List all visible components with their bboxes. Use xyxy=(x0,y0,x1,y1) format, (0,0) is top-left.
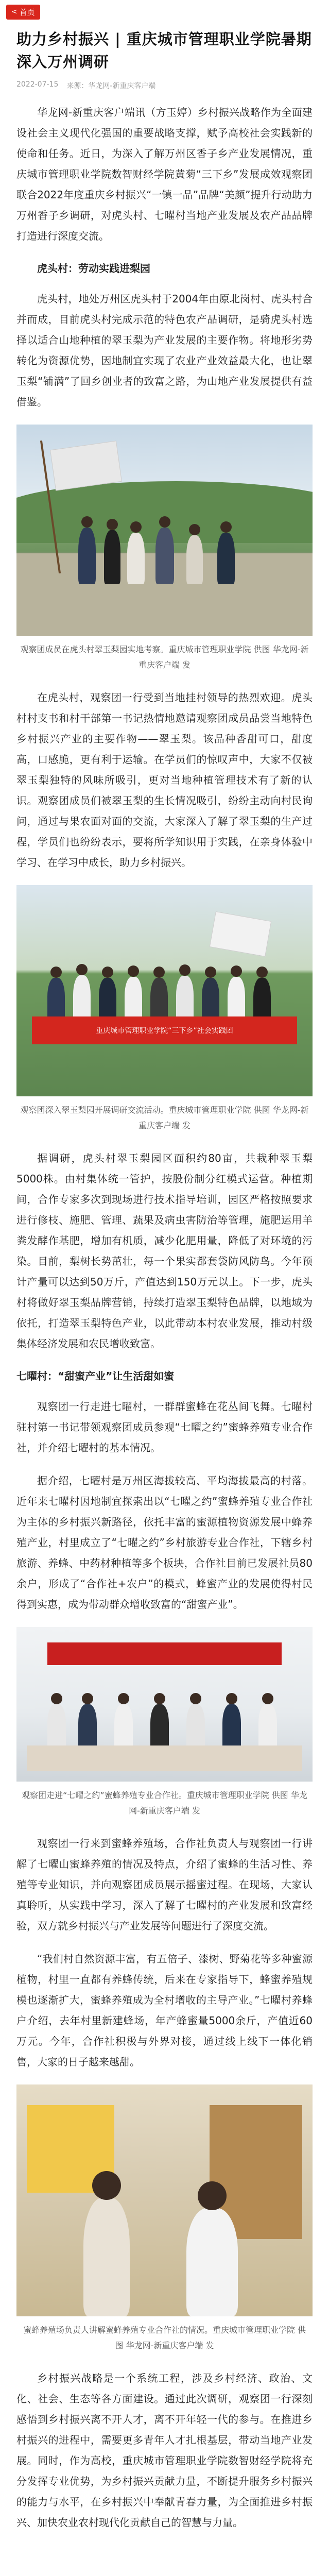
paragraph: 乡村振兴战略是一个系统工程，涉及乡村经济、政治、文化、社会、生态等各方面建设。通过此次调研，观察团一行深刻感悟到乡村振兴离不开人才，离不开年轻一代的参与。在推进乡村振兴的进程中，需要更多青年人才扎根基层，带动当地产业发展。同时，作为高校，重庆城市管理职业学院数智财经学院将充分发挥专业优势，为乡村振兴贡献力量，不断提升服务乡村振兴的能力与水平，在乡村振兴中奉献青春力量，为全面推进乡村振兴、加快农业农村现代化贡献自己的智慧与力量。 xyxy=(16,2372,313,2529)
photo-person-shape xyxy=(258,1704,277,1751)
photo-group-banner xyxy=(16,885,313,1096)
photo-red-banner: 重庆城市管理职业学院“三下乡”社会实践团 xyxy=(32,1016,297,1044)
photo-person-shape xyxy=(217,533,235,584)
paragraph: 华龙网-新重庆客户端讯（方玉婷）乡村振兴战略作为全面建设社会主义现代化强国的重要战略支撑，赋予高校社会实践新的使命和任务。近日，为深入了解万州区香子乡产业发展情况，重庆城市管理职业学院数智财经学院黄菊“三下乡”发展成效观察团联合2022年度重庆乡村振兴“一镇一品”品牌“美颜”提升行动助力万州香子乡调研，对虎头村、七曜村当地产业发展及农产品品牌打造进行深度交流。 xyxy=(16,106,313,242)
photo-person-shape xyxy=(186,2208,238,2316)
article-figure xyxy=(16,1627,313,1819)
article-figure xyxy=(16,425,313,673)
figure-caption: 观察团深入翠玉梨园开展调研交流活动。重庆城市管理职业学院 供图 华龙网-新重庆客户端 发 xyxy=(20,1105,309,1130)
paragraph: “我们村自然资源丰富，有五倍子、漆树、野菊花等多种蜜源植物，村里一直都有养蜂传统，后来在专家指导下，蜂蜜养殖规模也逐渐扩大，蜜蜂养殖成为全村增收的主导产业。”七曜村养蜂户介绍，去年村里新建蜂场，年产蜂蜜量5000余斤，产值近60万元。今年，合作社积极与外界对接，通过线上线下一体化销售，大家的日子越来越甜。 xyxy=(16,1953,313,2068)
home-button-label: 首页 xyxy=(19,7,35,17)
home-button[interactable] xyxy=(6,5,40,20)
paragraph: 虎头村，地处万州区虎头村于2004年由原北岗村、虎头村合并而成，目前虎头村完成示范的特色农产品调研，是骑虎头村选择以适合山地种植的翠玉梨为产业发展的主要作物。将地形劣势转化为资源优势，因地制宜实现了农业产业效益最大化，也让翠玉梨“铺满”了回乡创业者的致富之路，为山地产业发展提供有益借鉴。 xyxy=(16,293,313,408)
source-label: 来源： xyxy=(66,82,89,90)
paragraph: 观察团一行走进七曜村，一群群蜜蜂在花丛间飞舞。七曜村驻村第一书记带领观察团成员参观“七曜之约”蜜蜂养殖专业合作社，并介绍七曜村的基本情况。 xyxy=(16,1400,313,1454)
section-heading: 虎头村：劳动实践进梨园 xyxy=(37,262,150,275)
photo-person-shape xyxy=(78,528,96,584)
paragraph: 观察团一行来到蜜蜂养殖场，合作社负责人与观察团一行讲解了七曜山蜜蜂养殖的情况及特点，介绍了蜜蜂的生活习性、养殖等专业知识，并向观察团成员展示摇蜜过程。在现场，大家认真聆听，从实践中学习，深入了解了七曜村的产业发展和致富经验，双方就乡村振兴与产业发展等问题进行了深度交流。 xyxy=(16,1837,313,1932)
article-figure xyxy=(16,885,313,1133)
source-line xyxy=(66,80,155,91)
article-header xyxy=(0,24,329,91)
photo-person-shape xyxy=(78,1704,97,1751)
figure-caption: 蜜蜂养殖场负责人讲解蜜蜂养殖专业合作社的情况。重庆城市管理职业学院 供图 华龙网-新重庆客户端 发 xyxy=(23,2325,306,2350)
paragraph: 在虎头村，观察团一行受到当地挂村领导的热烈欢迎。虎头村村支书和村干部第一书记热情地邀请观察团成员品尝当地特色乡村振兴产业的主要作物——翠玉梨。该品种香甜可口，甜度高，口感脆，更有利于运输。在学员们的惊叹声中，大家不仅被翠玉梨独特的风味所吸引，更对当地种植管理技术有了新的认识。观察团成员们被翠玉梨的生长情况吸引，纷纷主动向村民询问，通过与果农面对面的交流，大家深入了解了翠玉梨的生产过程，学员们也纷纷表示，要将所学知识用于实践，在亲身体验中学习、在学习中成长，助力乡村振兴。 xyxy=(16,691,313,869)
photo-person-shape xyxy=(47,1704,66,1751)
top-nav-bar xyxy=(0,0,329,24)
paragraph: 据介绍，七曜村是万州区海拔较高、平均海拔最高的村落。近年来七曜村因地制宜探索出以“七曜之约”蜜蜂养殖专业合作社为主体的乡村振兴新路径，依托丰富的蜜源植物资源发展中蜂养殖产业，村里成立了“七曜之约”乡村旅游专业合作社，下辖乡村旅游、养蜂、中药材种植等多个板块，合作社目前已发展社员80余户，形成了“合作社+农户”的模式，蜂蜜产业的发展使得村民得到实惠，成为带动群众增收致富的“甜蜜产业”。 xyxy=(16,1475,313,1611)
photo-person-shape xyxy=(155,528,174,584)
paragraph: 据调研，虎头村翠玉梨园区面积约80亩，共栽种翠玉梨5000株。由村集体统一管护，按股份制分红模式运营。种植期间，合作专家多次到现场进行技术指导培训，园区严格按照要求进行修枝、施肥、管理、蔬果及病虫害防治等管理，施肥运用羊粪发酵作基肥，增加有机质，减少化肥用量，降低了对环境的污染。目前，梨树长势茁壮，每一个果实都套袋防风防鸟。今年预计产量可以达到50万斤，产值达到150万元以上。下一步，虎头村将做好翠玉梨品牌营销，持续打造翠玉梨特色品牌，以地域为依托，打造翠玉梨特色产业，以此带动本村农业发展，推动村级集体经济发展和农民增收致富。 xyxy=(16,1152,313,1350)
figure-caption: 观察团成员在虎头村翠玉梨园实地考察。重庆城市管理职业学院 供图 华龙网-新重庆客户端 发 xyxy=(20,645,309,670)
photo-beekeeping-explanation xyxy=(16,2084,313,2316)
photo-person-shape xyxy=(186,535,203,584)
photo-cooperative-meeting xyxy=(16,1627,313,1782)
publish-date: 2022-07-15 xyxy=(16,80,59,89)
photo-person-shape xyxy=(222,1704,241,1751)
chevron-left-icon: < xyxy=(11,8,18,16)
photo-field-visit xyxy=(16,425,313,636)
photo-red-banner xyxy=(47,1642,282,1665)
photo-person-shape xyxy=(83,2198,130,2316)
photo-table-shape xyxy=(27,1745,302,1771)
figure-caption: 观察团走进“七曜之约”蜜蜂养殖专业合作社。重庆城市管理职业学院 供图 华龙网-新重庆客户端 发 xyxy=(22,1790,307,1816)
photo-flag-shape xyxy=(210,911,271,957)
article-title: 助力乡村振兴 | 重庆城市管理职业学院暑期深入万州调研 xyxy=(16,30,312,71)
article-meta xyxy=(16,80,313,91)
section-heading: 七曜村：“甜蜜产业”让生活甜如蜜 xyxy=(16,1370,175,1382)
source-name: 华龙网-新重庆客户端 xyxy=(88,82,156,90)
photo-person-shape xyxy=(127,533,145,584)
photo-person-shape xyxy=(114,1704,133,1751)
article-figure xyxy=(16,2084,313,2353)
photo-person-shape xyxy=(186,1704,205,1751)
photo-person-shape xyxy=(104,530,120,584)
photo-person-shape xyxy=(150,1704,169,1751)
article-body xyxy=(0,91,329,2566)
